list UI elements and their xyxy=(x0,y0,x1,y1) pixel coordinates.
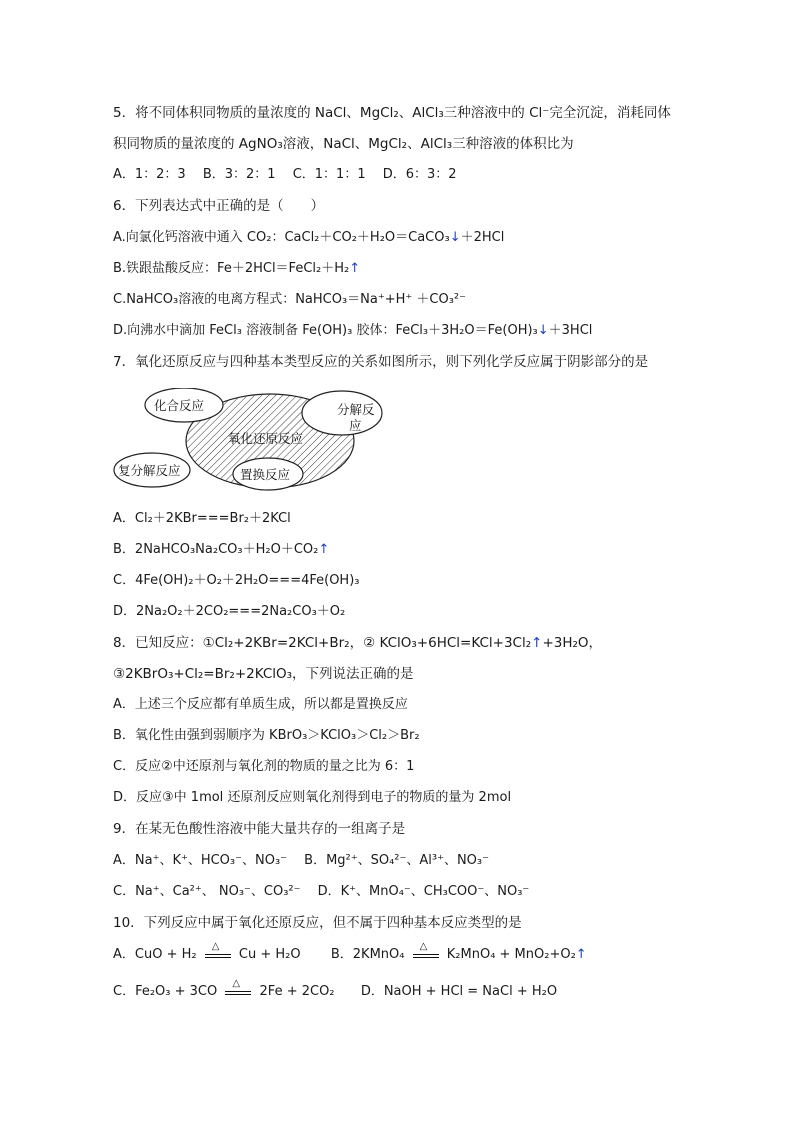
q8-stem1-text: 8．已知反应：①Cl₂+2KBr=2KCl+Br₂，② KClO₃+6HCl=KCl+3Cl₂ xyxy=(113,635,532,651)
q9-options-ab: A．Na⁺、K⁺、HCO₃⁻、NO₃⁻ B．Mg²⁺、SO₄²⁻、Al³⁺、NO₃⁻ xyxy=(113,853,489,868)
q6-option-c: C.NaHCO₃溶液的电离方程式：NaHCO₃＝Na⁺+H⁺ ＋CO₃²⁻ xyxy=(113,292,466,307)
q6-stem: 6．下列表达式中正确的是（ ） xyxy=(113,198,325,214)
q8-option-a: A．上述三个反应都有单质生成，所以都是置换反应 xyxy=(113,697,408,712)
double-displacement-label: 复分解反应 xyxy=(118,463,181,478)
q8-stem-line1 xyxy=(113,634,602,652)
down-arrow-icon: ↓ xyxy=(537,323,549,338)
up-arrow-icon: ↑ xyxy=(531,635,543,651)
q8-stem1-tail: +3H₂O， xyxy=(542,635,603,651)
redox-label: 氧化还原反应 xyxy=(228,431,304,446)
q8-stem-line2: ③2KBrO₃+Cl₂=Br₂+2KClO₃，下列说法正确的是 xyxy=(113,666,414,682)
heat-condition-icon xyxy=(203,941,233,960)
q6-option-d-tail: ＋3HCl xyxy=(548,323,593,338)
q9-stem: 9．在某无色酸性溶液中能大量共存的一组离子是 xyxy=(113,821,406,837)
q6-option-d xyxy=(113,322,592,340)
decomposition-label-2: 应 xyxy=(349,418,362,433)
q10-a-right: Cu + H₂O xyxy=(238,947,301,962)
q10-c-left: C．Fe₂O₃ + 3CO xyxy=(113,984,218,999)
q10-c-right: 2Fe + 2CO₂ xyxy=(259,984,335,999)
reaction-venn-diagram xyxy=(113,388,403,498)
q5-options: A．1：2：3 B．3：2：1 C．1：1：1 D．6：3：2 xyxy=(113,167,457,182)
up-arrow-icon: ↑ xyxy=(575,947,587,962)
q6-option-b xyxy=(113,260,360,278)
q6-option-a-text: A.向氯化钙溶液中通入 CO₂：CaCl₂＋CO₂＋H₂O＝CaCO₃ xyxy=(113,230,450,245)
q10-options-cd xyxy=(113,978,558,1001)
q6-option-b-text: B.铁跟盐酸反应：Fe＋2HCl＝FeCl₂＋H₂ xyxy=(113,261,350,276)
q10-a-left: A．CuO + H₂ xyxy=(113,947,197,962)
q9-options-cd: C．Na⁺、Ca²⁺、 NO₃⁻、CO₃²⁻ D．K⁺、MnO₄⁻、CH₃COO⁻、NO₃⁻ xyxy=(113,884,530,899)
up-arrow-icon: ↑ xyxy=(349,261,361,276)
q6-option-a xyxy=(113,229,504,247)
displacement-label: 置换反应 xyxy=(240,467,291,482)
q10-b-left: B．2KMnO₄ xyxy=(330,947,405,962)
q7-stem: 7．氧化还原反应与四种基本类型反应的关系如图所示，则下列化学反应属于阴影部分的是 xyxy=(113,354,649,370)
q8-option-b: B．氧化性由强到弱顺序为 KBrO₃＞KClO₃＞Cl₂＞Br₂ xyxy=(113,728,420,743)
q6-option-a-tail: ＋2HCl xyxy=(460,230,505,245)
heat-condition-icon xyxy=(223,978,253,997)
q8-option-d: D．反应③中 1mol 还原剂反应则氧化剂得到电子的物质的量为 2mol xyxy=(113,790,512,805)
heat-icon: △ xyxy=(232,978,241,989)
down-arrow-icon: ↓ xyxy=(449,230,461,245)
heat-icon: △ xyxy=(211,941,220,952)
q10-b-right: K₂MnO₄ + MnO₂+O₂ xyxy=(446,947,576,962)
combination-label: 化合反应 xyxy=(154,398,205,413)
heat-condition-icon xyxy=(411,941,441,960)
up-arrow-icon: ↑ xyxy=(318,542,330,557)
decomposition-label-1: 分解反 xyxy=(337,402,375,417)
q7-option-d: D．2Na₂O₂＋2CO₂===2Na₂CO₃＋O₂ xyxy=(113,604,346,619)
heat-icon: △ xyxy=(419,941,428,952)
q7-option-a: A．Cl₂＋2KBr===Br₂＋2KCl xyxy=(113,511,291,526)
q6-option-d-text: D.向沸水中滴加 FeCl₃ 溶液制备 Fe(OH)₃ 胶体：FeCl₃＋3H₂O＝Fe(OH)₃ xyxy=(113,323,538,338)
q5-line1: 5．将不同体积同物质的量浓度的 NaCl、MgCl₂、AlCl₃三种溶液中的 Cl⁻完全沉淀，消耗同体 xyxy=(113,105,671,121)
q8-option-c: C．反应②中还原剂与氧化剂的物质的量之比为 6：1 xyxy=(113,759,415,774)
q7-option-b-text: B．2NaHCO₃Na₂CO₃＋H₂O＋CO₂ xyxy=(113,542,319,557)
q10-stem: 10．下列反应中属于氧化还原反应，但不属于四种基本反应类型的是 xyxy=(113,915,522,931)
q7-option-b xyxy=(113,541,329,559)
q10-d: D．NaOH + HCl = NaCl + H₂O xyxy=(360,984,558,999)
q5-line2: 积同物质的量浓度的 AgNO₃溶液，NaCl、MgCl₂、AlCl₃三种溶液的体积比为 xyxy=(113,136,574,152)
q10-options-ab xyxy=(113,941,587,964)
q7-option-c: C．4Fe(OH)₂＋O₂＋2H₂O===4Fe(OH)₃ xyxy=(113,573,360,588)
